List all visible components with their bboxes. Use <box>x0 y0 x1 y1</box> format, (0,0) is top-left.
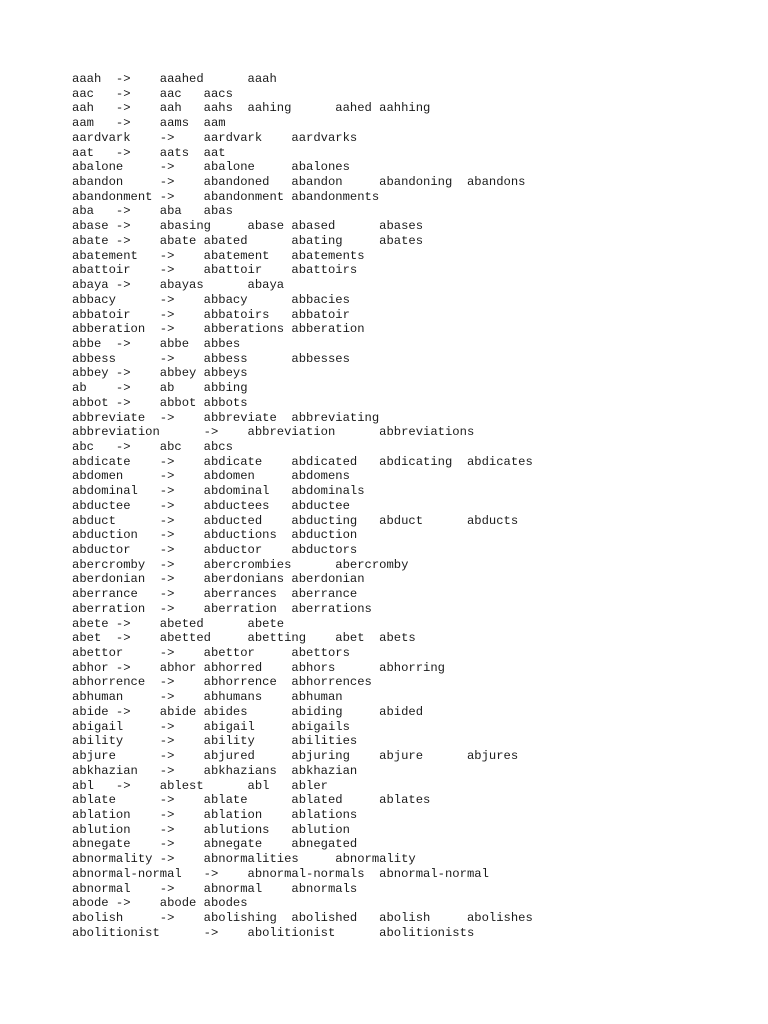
word-entry-line: abaya -> abayas abaya <box>72 278 285 293</box>
word-entry-line: abdomen -> abdomen abdomens <box>72 469 350 484</box>
word-entry-line: aardvark -> aardvark aardvarks <box>72 130 358 145</box>
word-entry-line: aberdonian -> aberdonians aberdonian <box>72 572 365 587</box>
word-entry-line: aat -> aats aat <box>72 145 226 160</box>
word-entry-line: abl -> ablest abl abler <box>72 778 328 793</box>
word-entry-line: abnormal-normal -> abnormal-normals abnormal-normal <box>72 866 489 881</box>
word-entry-line: abductee -> abductees abductee <box>72 498 350 513</box>
word-entry-line: aah -> aah aahs aahing aahed aahhing <box>72 101 431 116</box>
word-entry-line: aac -> aac aacs <box>72 86 233 101</box>
word-entry-line: abc -> abc abcs <box>72 439 233 454</box>
word-entry-line: abolitionist -> abolitionist abolitionists <box>72 925 475 940</box>
word-entry-line: abhuman -> abhumans abhuman <box>72 690 343 705</box>
word-entry-line: abductor -> abductor abductors <box>72 543 358 557</box>
word-entry-line: ability -> ability abilities <box>72 734 358 749</box>
word-entry-line: ablate -> ablate ablated ablates <box>72 793 431 808</box>
word-entry-line: abbey -> abbey abbeys <box>72 366 248 381</box>
word-entry-line: ablution -> ablutions ablution <box>72 822 350 837</box>
word-entry-line: abdominal -> abdominal abdominals <box>72 484 365 499</box>
word-entry-line: abdicate -> abdicate abdicated abdicating abdicates <box>72 454 533 469</box>
word-entry-line: abjure -> abjured abjuring abjure abjures <box>72 749 519 764</box>
word-entry-line: aaah -> aaahed aaah <box>72 72 277 86</box>
word-entry-line: abercromby -> abercrombies abercromby <box>72 557 409 572</box>
word-entry-line: aam -> aams aam <box>72 116 226 131</box>
word-entry-line: abet -> abetted abetting abet abets <box>72 631 416 646</box>
word-entry-line: aberrance -> aberrances aberrance <box>72 587 358 602</box>
word-list-document <box>72 72 533 940</box>
word-entry-line: abandonment -> abandonment abandonments <box>72 189 380 204</box>
word-entry-line: abattoir -> abattoir abattoirs <box>72 263 358 278</box>
word-entry-line: aba -> aba abas <box>72 204 233 219</box>
word-entry-line: abnormality -> abnormalities abnormality <box>72 852 416 867</box>
word-entry-line: ab -> ab abbing <box>72 381 248 396</box>
word-entry-line: aberration -> aberration aberrations <box>72 601 372 616</box>
word-entry-line: abberation -> abberations abberation <box>72 322 365 337</box>
word-entry-line: abduction -> abductions abduction <box>72 528 358 543</box>
word-entry-line: abbatoir -> abbatoirs abbatoir <box>72 307 350 322</box>
word-entry-line: ablation -> ablation ablations <box>72 807 358 822</box>
word-entry-line: abigail -> abigail abigails <box>72 719 350 734</box>
word-entry-line: abbreviate -> abbreviate abbreviating <box>72 410 380 425</box>
word-entry-line: abbreviation -> abbreviation abbreviations <box>72 425 475 440</box>
word-entry-line: abbot -> abbot abbots <box>72 395 248 410</box>
word-entry-line: abide -> abide abides abiding abided <box>72 704 424 719</box>
word-entry-line: abnormal -> abnormal abnormals <box>72 881 358 896</box>
word-entry-line: abate -> abate abated abating abates <box>72 233 424 248</box>
word-entry-line: abete -> abeted abete <box>72 616 285 631</box>
word-entry-line: abduct -> abducted abducting abduct abducts <box>72 513 519 528</box>
word-entry-line: abatement -> abatement abatements <box>72 248 365 263</box>
word-entry-line: abhorrence -> abhorrence abhorrences <box>72 675 372 690</box>
word-entry-line: abode -> abode abodes <box>72 896 248 911</box>
word-entry-line: abettor -> abettor abettors <box>72 646 350 661</box>
word-entry-line: abbacy -> abbacy abbacies <box>72 292 350 307</box>
word-entry-line: abase -> abasing abase abased abases <box>72 219 424 234</box>
word-entry-line: abbe -> abbe abbes <box>72 336 241 351</box>
word-entry-line: abkhazian -> abkhazians abkhazian <box>72 763 358 778</box>
word-entry-line: abnegate -> abnegate abnegated <box>72 837 358 852</box>
word-entry-line: abhor -> abhor abhorred abhors abhorring <box>72 660 445 675</box>
word-entry-line: abalone -> abalone abalones <box>72 160 350 175</box>
word-entry-line: abandon -> abandoned abandon abandoning abandons <box>72 175 526 190</box>
word-entry-line: abbess -> abbess abbesses <box>72 351 350 366</box>
word-entry-line: abolish -> abolishing abolished abolish abolishes <box>72 910 533 925</box>
